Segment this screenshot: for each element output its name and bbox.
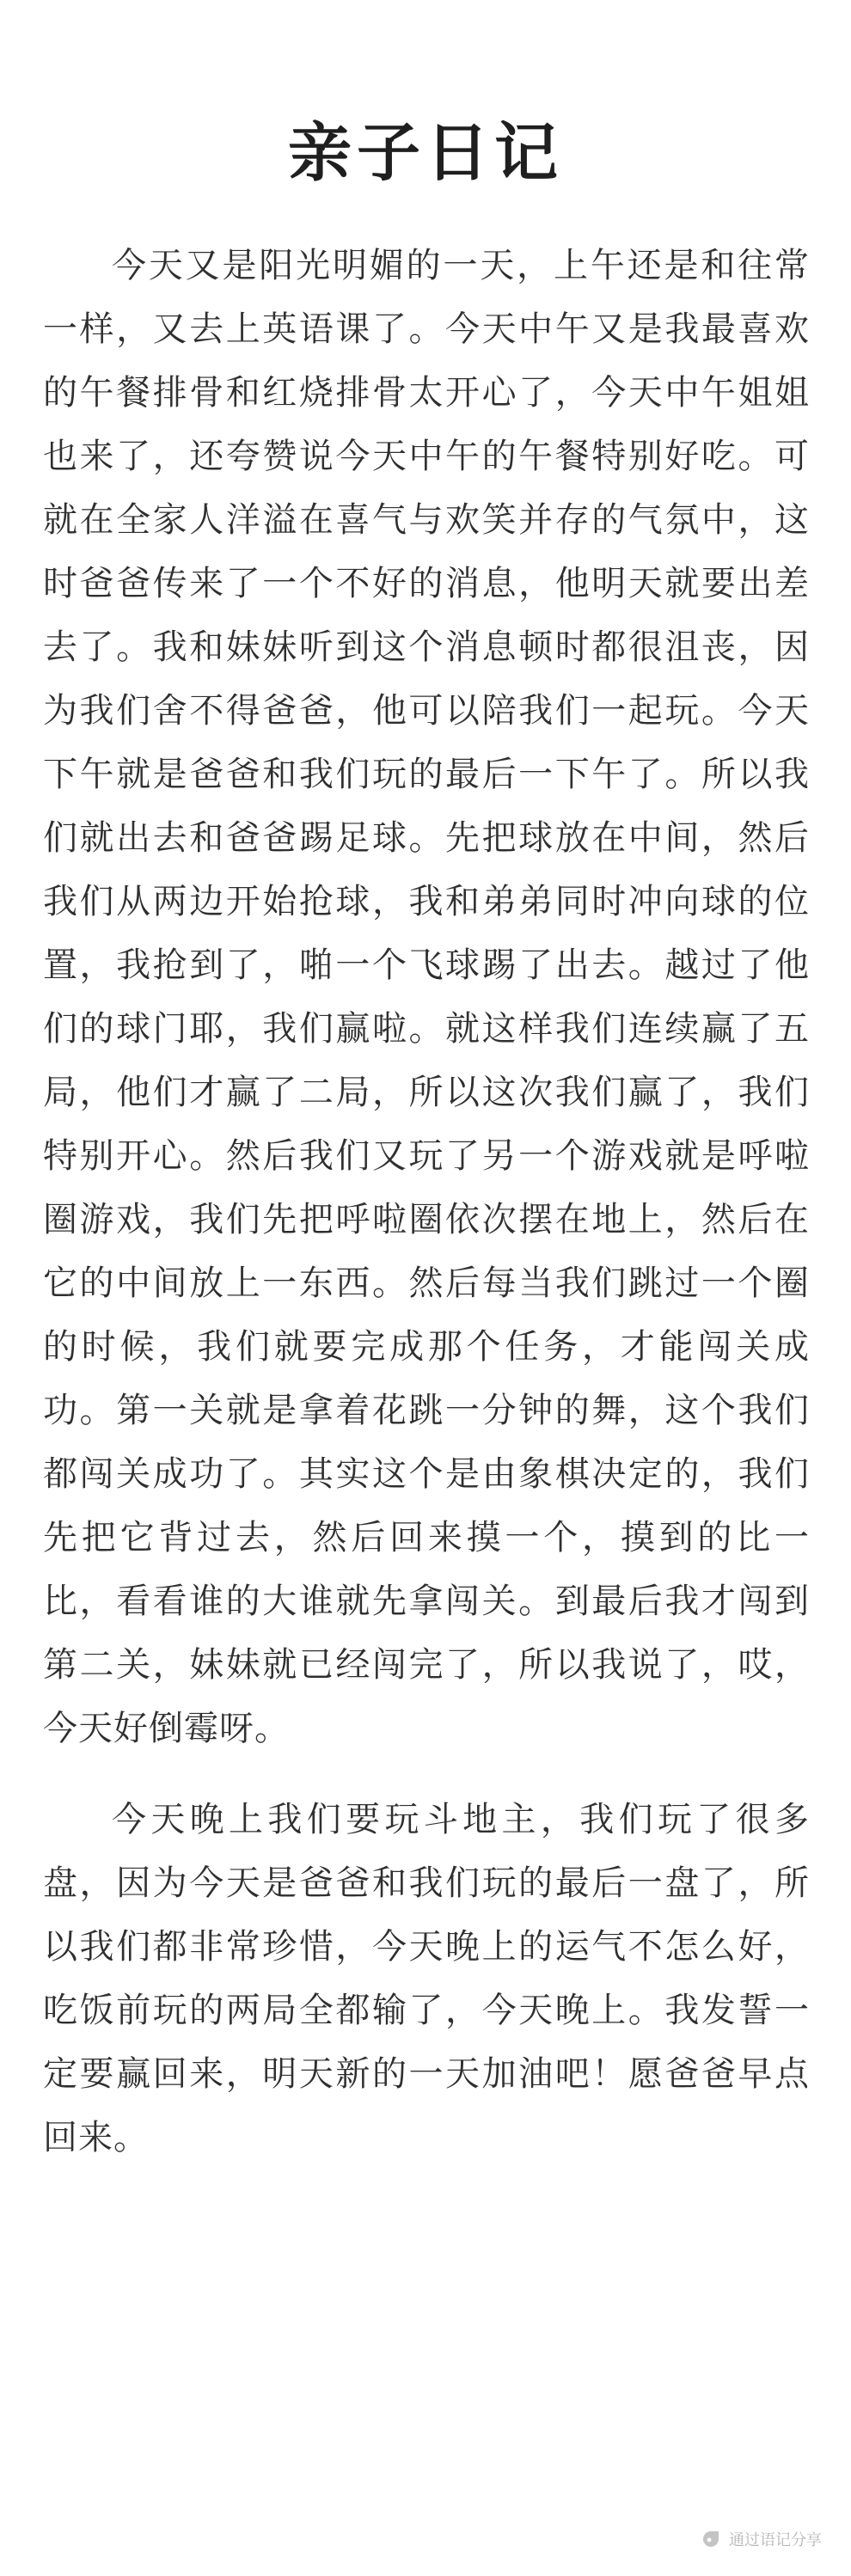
- page-title: 亲子日记: [288, 116, 563, 190]
- diary-body: [43, 234, 810, 2169]
- share-footer: [701, 2528, 822, 2550]
- paragraph-1: 今天又是阳光明媚的一天，上午还是和往常一样，又去上英语课了。今天中午又是我最喜欢的午餐排骨和红烧排骨太开心了，今天中午姐姐也来了，还夸赞说今天中午的午餐特别好吃。可就在全家人洋溢在喜气与欢笑并存的气氛中，这时爸爸传来了一个不好的消息，他明天就要出差去了。我和妹妹听到这个消息顿时都很沮丧，因为我们舍不得爸爸，他可以陪我们一起玩。今天下午就是爸爸和我们玩的最后一下午了。所以我们就出去和爸爸踢足球。先把球放在中间，然后我们从两边开始抢球，我和弟弟同时冲向球的位置，我抢到了，啪一个飞球踢了出去。越过了他们的球门耶，我们赢啦。就这样我们连续赢了五局，他们才赢了二局，所以这次我们赢了，我们特别开心。然后我们又玩了另一个游戏就是呼啦圈游戏，我们先把呼啦圈依次摆在地上，然后在它的中间放上一东西。然后每当我们跳过一个圈的时候，我们就要完成那个任务，才能闯关成功。第一关就是拿着花跳一分钟的舞，这个我们都闯关成功了。其实这个是由象棋决定的，我们先把它背过去，然后回来摸一个，摸到的比一比，看看谁的大谁就先拿闯关。到最后我才闯到第二关，妹妹就已经闯完了，所以我说了，哎，今天好倒霉呀。: [43, 246, 810, 1748]
- share-footer-text: 通过语记分享: [729, 2531, 822, 2549]
- yuji-app-icon: [701, 2530, 720, 2548]
- paragraph-2: 今天晚上我们要玩斗地主，我们玩了很多盘，因为今天是爸爸和我们玩的最后一盘了，所以我们都非常珍惜，今天晚上的运气不怎么好，吃饭前玩的两局全都输了，今天晚上。我发誓一定要赢回来，明天新的一天加油吧！愿爸爸早点回来。: [43, 1800, 810, 2157]
